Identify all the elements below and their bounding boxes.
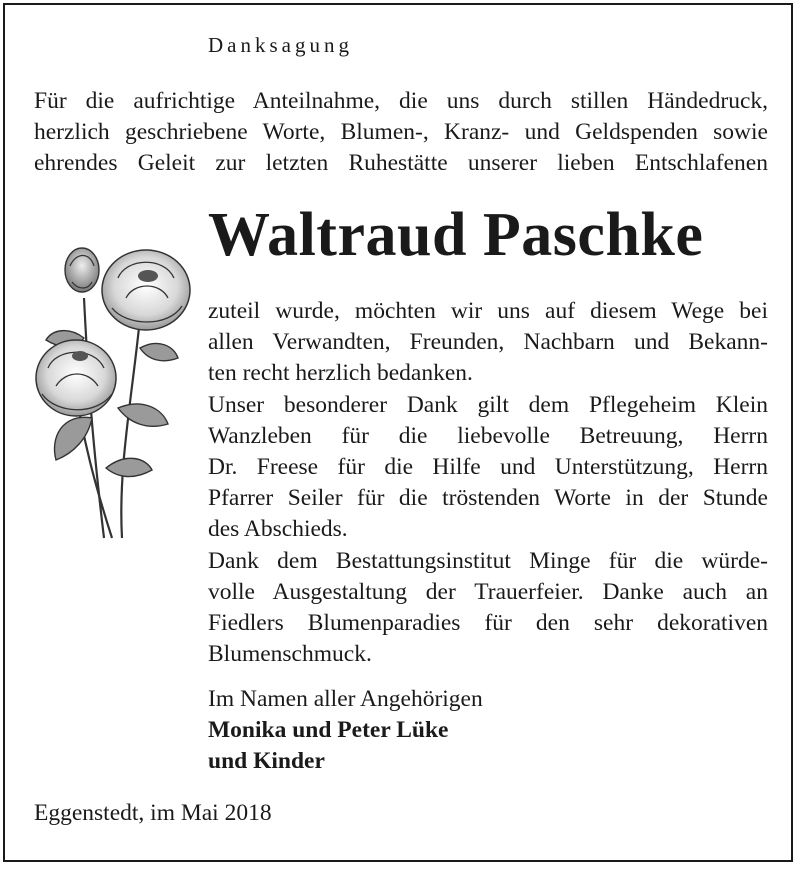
intro-text <box>34 86 768 179</box>
signature-block <box>208 684 483 777</box>
body-line: Fiedlers Blumenparadies für den sehr dekorativen <box>208 610 768 637</box>
roses-illustration-icon <box>22 238 198 558</box>
body-line: zuteil wurde, möchten wir uns auf diesem Wege bei <box>208 298 768 324</box>
body-line: ten recht herzlich bedanken. <box>208 360 473 387</box>
body-line: allen Verwandten, Freunden, Nachbarn und Bekann- <box>208 329 768 356</box>
body-line: Pfarrer Seiler für die tröstenden Worte in der Stunde <box>208 485 768 512</box>
notice-heading: Danksagung <box>208 33 353 57</box>
body-line: Dr. Freese für die Hilfe und Unterstützung, Herrn <box>208 454 768 481</box>
intro-line: ehrendes Geleit zur letzten Ruhestätte unserer lieben Entschlafenen <box>34 150 768 176</box>
intro-line: herzlich geschriebene Worte, Blumen-, Kranz- und Geldspenden sowie <box>34 119 768 145</box>
signature-names: Monika und Peter Lüke <box>208 717 449 743</box>
intro-line: Für die aufrichtige Anteilnahme, die uns durch stillen Händedruck, <box>34 88 768 114</box>
body-line: volle Ausgestaltung der Trauerfeier. Danke auch an <box>208 578 768 605</box>
signature-intro: Im Namen aller Angehörigen <box>208 686 483 712</box>
place-date: Eggenstedt, im Mai 2018 <box>34 800 272 826</box>
body-text <box>208 296 768 670</box>
body-line: Blumenschmuck. <box>208 641 372 668</box>
signature-family: und Kinder <box>208 748 325 774</box>
body-line: des Abschieds. <box>208 516 348 543</box>
body-line: Dank dem Bestattungsinstitut Minge für die würde- <box>208 547 768 574</box>
body-line: Unser besonderer Dank gilt dem Pflegeheim Klein <box>208 391 768 418</box>
deceased-name: Waltraud Paschke <box>208 201 704 269</box>
body-line: Wanzleben für die liebevolle Betreuung, Herrn <box>208 422 768 449</box>
